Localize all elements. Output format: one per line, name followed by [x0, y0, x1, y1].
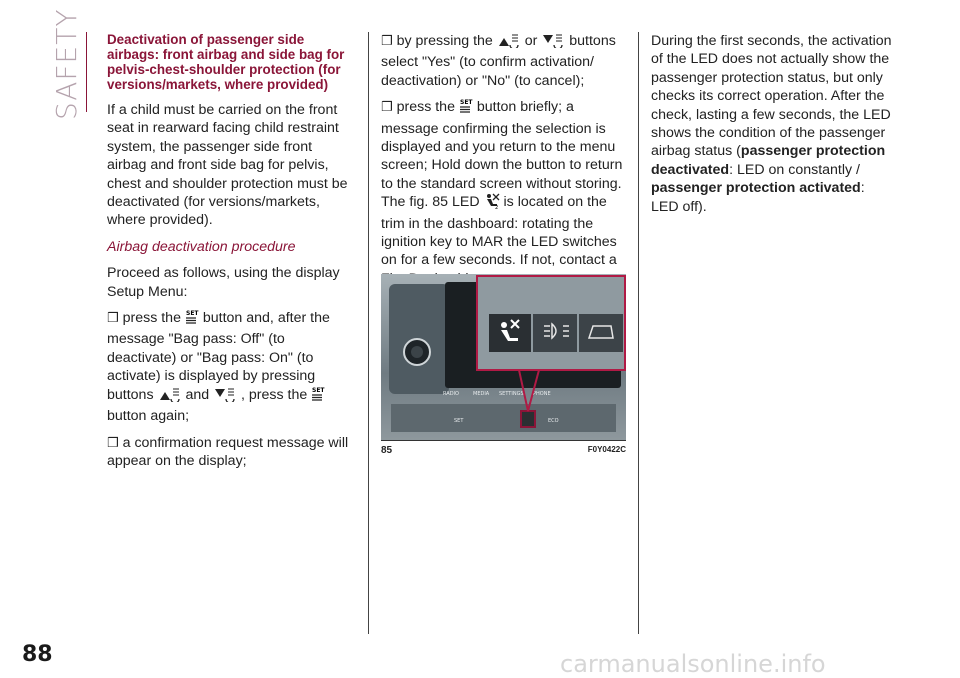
svg-text:SET: SET [185, 310, 199, 318]
column-2 [381, 32, 626, 296]
list-item: ❒ press the SET button and, after the message "Bag pass: Off" (to deactivate) or "Bag pass: On" (to activate) is displayed by pressing buttons and , press the SET button again; [107, 310, 330, 425]
up-button-icon [158, 386, 182, 407]
column-3 [651, 32, 896, 224]
checkbox-bullet-icon: ❒ [107, 310, 119, 326]
set-button-icon [459, 98, 473, 119]
panel-label: SET [454, 418, 464, 424]
set-button-icon [185, 309, 199, 330]
column-divider [368, 32, 369, 634]
column-1 [107, 32, 355, 478]
column-divider [638, 32, 639, 634]
svg-text:2: 2 [494, 205, 498, 210]
dashboard-illustration [381, 274, 626, 440]
proceed-paragraph: Proceed as follows, using the display Setup Menu: [107, 265, 340, 300]
svg-text:SET: SET [312, 386, 325, 394]
down-button-icon [213, 386, 237, 407]
list-item: ❒ by pressing the or buttons select "Yes" (to confirm activation/ deactivation) or "No" (to cancel); [381, 33, 616, 89]
dashboard-figure [381, 274, 626, 440]
status-deactivated: passenger protection deactivated [651, 143, 886, 178]
airbag-off-icon [484, 193, 500, 214]
panel-label: ECO [548, 418, 559, 424]
procedure-heading: Airbag deactivation procedure [107, 238, 296, 255]
svg-text:SET: SET [459, 99, 473, 107]
up-button-icon [497, 32, 521, 53]
section-heading: Deactivation of passenger side airbags: front airbag and side bag for pelvis-chest-shoulder protection (for versions/markets, where provided) [107, 32, 345, 92]
section-divider [86, 32, 87, 112]
list-item: ❒ press the SET button briefly; a message confirming the selection is displayed and you return to the menu screen; Hold down the button to return to the standard screen without storing. The fig. 85 LED 2 is located on the trim in the dashboard: rotating the ignition key to MAR the LED switches on for a few seconds. If not, contact a [381, 99, 623, 269]
page-number: 88 [22, 642, 53, 667]
checkbox-bullet-icon: ❒ [381, 99, 393, 115]
figure-number: 85 [381, 445, 393, 456]
section-label: SAFETY [50, 8, 83, 120]
checkbox-bullet-icon: ❒ [107, 434, 119, 450]
down-button-icon [541, 32, 565, 53]
panel-label: MEDIA [473, 391, 490, 397]
list-item: ❒ a confirmation request message will appear on the display; [107, 434, 349, 469]
panel-label: RADIO [443, 391, 459, 397]
checkbox-bullet-icon: ❒ [381, 33, 393, 48]
led-status-paragraph: During the first seconds, the activation of the LED does not actually show the passenger protection status, but only checks its correct operation. After the check, lasting a few seconds, the LED shows the condition of the passenger airbag status (passenger protection deactivated: LED on constantly / passenger protection activated: LED off). [651, 33, 892, 215]
status-activated: passenger protection activated [651, 180, 861, 197]
watermark: carmanualsonline.info [560, 650, 826, 678]
panel-label: PHONE [533, 391, 551, 397]
panel-label: SETTINGS [499, 391, 524, 397]
set-button-icon [311, 386, 325, 407]
figure-code: F0Y0422C [587, 445, 626, 454]
figure-caption [381, 440, 626, 457]
intro-paragraph: If a child must be carried on the front seat in rearward facing child restraint system, the passenger side front airbag and front side bag for pelvis, chest and shoulder protection must be deactivated (for versions/markets, where provided). [107, 102, 348, 229]
